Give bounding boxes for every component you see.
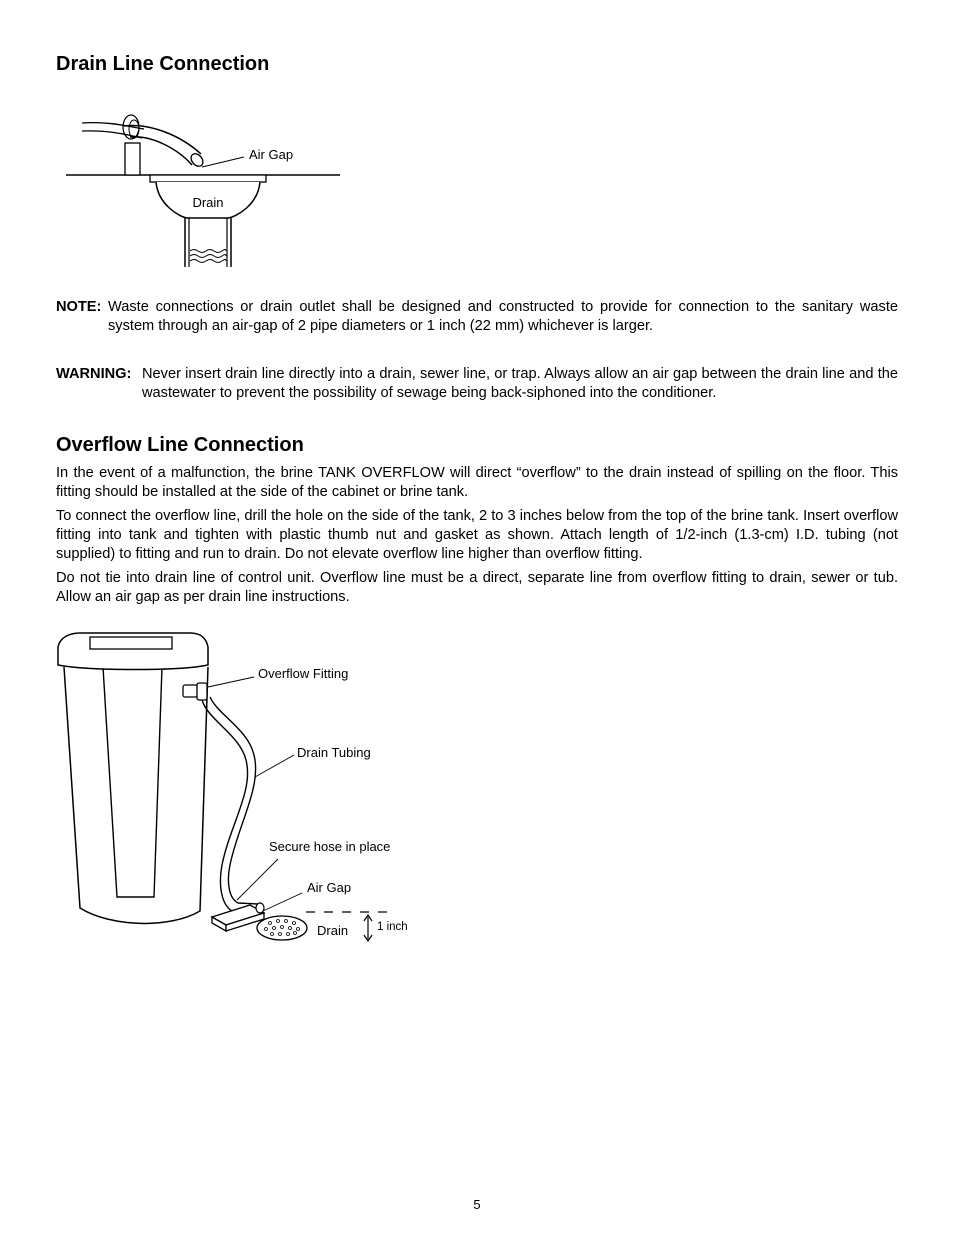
drain-fig-air-gap-label: Air Gap: [249, 147, 294, 162]
warning-text: Never insert drain line directly into a drain, sewer line, or trap. Always allow an air gap between the drain line and the wastewater to prevent the possibility of sewage being back-siphoned into the conditioner.: [142, 366, 898, 401]
overflow-fitting-label: Overflow Fitting: [258, 666, 349, 681]
overflow-paragraph-1: In the event of a malfunction, the brine TANK OVERFLOW will direct “overflow” to the drain instead of spilling on the floor. This fitting should be installed at the side of the cabinet or brine tank.: [56, 465, 898, 500]
one-inch-label: 1 inch: [377, 921, 408, 933]
secure-hose-label: Secure hose in place: [269, 839, 391, 854]
note-block: [56, 298, 898, 336]
overflow-paragraph-3: Do not tie into drain line of control unit. Overflow line must be a direct, separate line from overflow fitting to drain, sewer or tub. Allow an air gap as per drain line instructions.: [56, 570, 898, 605]
drain-line-figure: [60, 105, 350, 275]
drain-fig-drain-label: Drain: [192, 195, 224, 210]
drain-line-heading: Drain Line Connection: [56, 53, 270, 75]
overflow-line-figure: [50, 625, 420, 945]
page-number: 5: [473, 1197, 481, 1212]
overflow-paragraph-2: To connect the overflow line, drill the hole on the side of the tank, 2 to 3 inches below from the top of the brine tank. Insert overflow fitting into tank and tighten with plastic thumb nut and gasket as shown. Attach length of 1/2-inch (1.3-cm) I.D. tubing (not supplied) to fitting and run to drain. Do not elevate overflow line higher than overflow fitting.: [56, 508, 898, 562]
overflow-fig-air-gap-label: Air Gap: [307, 880, 352, 895]
note-label: NOTE:: [56, 299, 102, 315]
warning-block: [56, 365, 898, 403]
overflow-fig-drain-label: Drain: [317, 923, 349, 938]
warning-label: WARNING:: [56, 366, 132, 382]
note-text: Waste connections or drain outlet shall be designed and constructed to provide for connection to the sanitary waste system through an air-gap of 2 pipe diameters or 1 inch (22 mm) whichever is larger.: [108, 299, 898, 334]
overflow-line-heading: Overflow Line Connection: [56, 434, 304, 456]
drain-tubing-label: Drain Tubing: [297, 745, 371, 760]
